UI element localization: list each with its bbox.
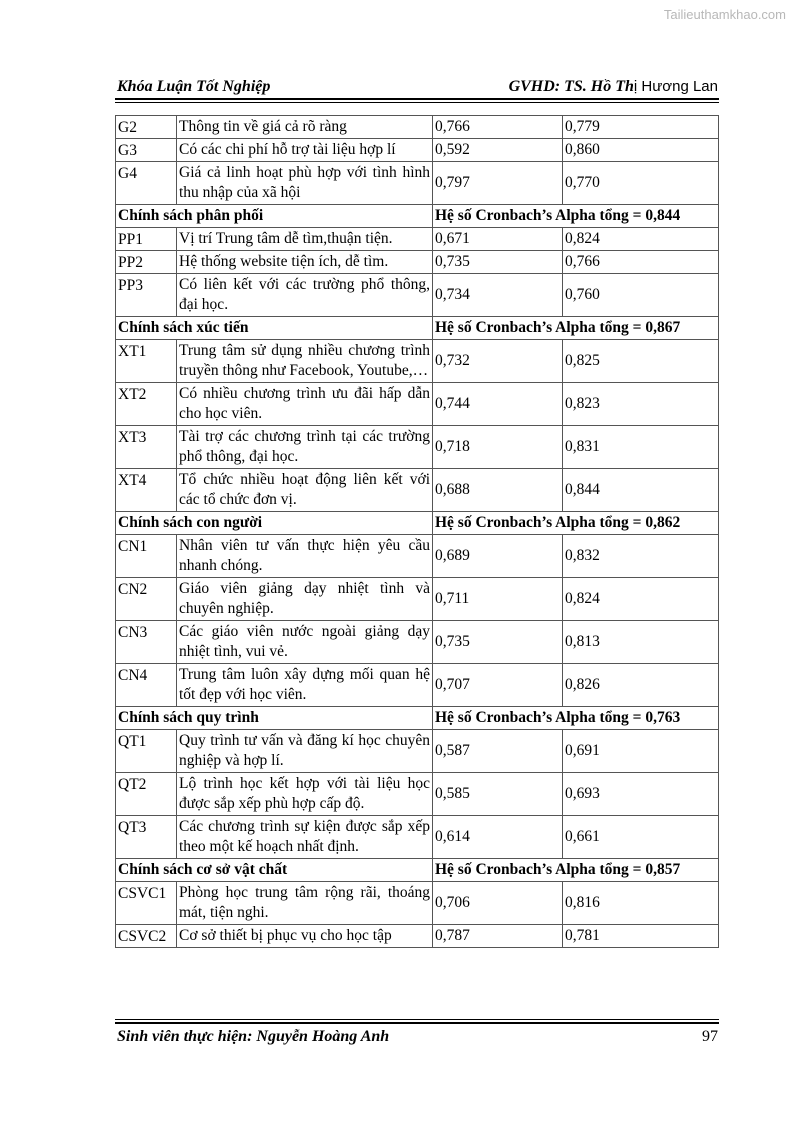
item-code: QT2 [116, 773, 177, 816]
table-row [116, 228, 719, 251]
item-value-2: 0,661 [563, 816, 719, 859]
item-description: Các giáo viên nước ngoài giảng dạy nhiệt tình, vui vẻ. [177, 621, 433, 664]
item-value-2: 0,844 [563, 469, 719, 512]
item-description: Các chương trình sự kiện được sắp xếp theo một kế hoạch nhất định. [177, 816, 433, 859]
item-code: XT3 [116, 426, 177, 469]
item-value-1: 0,671 [433, 228, 563, 251]
item-description: Quy trình tư vấn và đăng kí học chuyên nghiệp và hợp lí. [177, 730, 433, 773]
footer-rule-thin [115, 1019, 719, 1020]
item-value-2: 0,760 [563, 274, 719, 317]
item-value-2: 0,860 [563, 139, 719, 162]
item-value-1: 0,735 [433, 621, 563, 664]
item-value-1: 0,707 [433, 664, 563, 707]
section-alpha-total: Hệ số Cronbach’s Alpha tổng = 0,862 [433, 512, 719, 535]
item-code: CSVC2 [116, 925, 177, 948]
item-value-1: 0,734 [433, 274, 563, 317]
section-header-row [116, 859, 719, 882]
item-description: Có các chi phí hỗ trợ tài liệu hợp lí [177, 139, 433, 162]
item-description: Có liên kết với các trường phổ thông, đại học. [177, 274, 433, 317]
header-rule-thick [115, 98, 719, 100]
item-value-2: 0,824 [563, 228, 719, 251]
section-alpha-total: Hệ số Cronbach’s Alpha tổng = 0,763 [433, 707, 719, 730]
item-code: CN1 [116, 535, 177, 578]
table-row [116, 773, 719, 816]
item-code: CN2 [116, 578, 177, 621]
item-value-2: 0,832 [563, 535, 719, 578]
table-row [116, 383, 719, 426]
cronbach-table [115, 115, 719, 948]
item-value-1: 0,587 [433, 730, 563, 773]
item-code: G2 [116, 116, 177, 139]
item-value-2: 0,779 [563, 116, 719, 139]
table-row [116, 162, 719, 205]
item-description: Nhân viên tư vấn thực hiện yêu cầu nhanh chóng. [177, 535, 433, 578]
page-footer [117, 1028, 718, 1046]
item-description: Giá cả linh hoạt phù hợp với tình hình thu nhập của xã hội [177, 162, 433, 205]
page-number: 97 [702, 1028, 718, 1045]
table-row [116, 116, 719, 139]
section-title: Chính sách con người [116, 512, 433, 535]
section-title: Chính sách quy trình [116, 707, 433, 730]
item-description: Trung tâm sử dụng nhiều chương trình truyền thông như Facebook, Youtube,… [177, 340, 433, 383]
item-value-2: 0,823 [563, 383, 719, 426]
thesis-title: Khóa Luận Tốt Nghiệp [117, 78, 271, 95]
item-description: Phòng học trung tâm rộng rãi, thoáng mát, tiện nghi. [177, 882, 433, 925]
item-value-1: 0,688 [433, 469, 563, 512]
item-description: Cơ sở thiết bị phục vụ cho học tập [177, 925, 433, 948]
item-description: Tài trợ các chương trình tại các trường phổ thông, đại học. [177, 426, 433, 469]
item-value-2: 0,825 [563, 340, 719, 383]
footer-rule-thick [115, 1022, 719, 1024]
header-rule-thin [115, 102, 719, 103]
item-description: Giáo viên giảng dạy nhiệt tình và chuyên nghiệp. [177, 578, 433, 621]
item-code: XT2 [116, 383, 177, 426]
item-value-2: 0,826 [563, 664, 719, 707]
item-code: QT3 [116, 816, 177, 859]
item-value-2: 0,693 [563, 773, 719, 816]
item-value-1: 0,787 [433, 925, 563, 948]
table-row [116, 340, 719, 383]
supervisor-label [509, 78, 718, 96]
section-title: Chính sách phân phối [116, 205, 433, 228]
table-row [116, 469, 719, 512]
item-value-1: 0,735 [433, 251, 563, 274]
item-value-1: 0,711 [433, 578, 563, 621]
item-value-1: 0,797 [433, 162, 563, 205]
section-title: Chính sách xúc tiến [116, 317, 433, 340]
item-code: PP3 [116, 274, 177, 317]
item-code: G3 [116, 139, 177, 162]
watermark-text: Tailieuthamkhao.com [663, 7, 786, 22]
section-header-row [116, 205, 719, 228]
supervisor-bold: GVHD: TS. Hồ Th [508, 78, 634, 95]
item-code: PP2 [116, 251, 177, 274]
table-row [116, 621, 719, 664]
student-name: Sinh viên thực hiện: Nguyễn Hoàng Anh [117, 1028, 390, 1045]
section-header-row [116, 317, 719, 340]
item-code: PP1 [116, 228, 177, 251]
item-value-2: 0,813 [563, 621, 719, 664]
item-value-2: 0,770 [563, 162, 719, 205]
item-value-1: 0,614 [433, 816, 563, 859]
table-row [116, 816, 719, 859]
item-value-2: 0,831 [563, 426, 719, 469]
table-row [116, 882, 719, 925]
table-row [116, 139, 719, 162]
item-value-1: 0,689 [433, 535, 563, 578]
table-row [116, 730, 719, 773]
table-row [116, 925, 719, 948]
supervisor-plain: ị Hương Lan [633, 78, 718, 95]
table-row [116, 251, 719, 274]
item-code: CN4 [116, 664, 177, 707]
item-value-1: 0,732 [433, 340, 563, 383]
table-body [116, 116, 719, 948]
item-description: Có nhiều chương trình ưu đãi hấp dẫn cho học viên. [177, 383, 433, 426]
item-code: G4 [116, 162, 177, 205]
item-code: XT4 [116, 469, 177, 512]
item-value-2: 0,816 [563, 882, 719, 925]
item-code: QT1 [116, 730, 177, 773]
item-value-1: 0,718 [433, 426, 563, 469]
table-row [116, 535, 719, 578]
section-alpha-total: Hệ số Cronbach’s Alpha tổng = 0,867 [433, 317, 719, 340]
table-row [116, 274, 719, 317]
item-value-1: 0,585 [433, 773, 563, 816]
item-value-2: 0,766 [563, 251, 719, 274]
section-title: Chính sách cơ sở vật chất [116, 859, 433, 882]
item-description: Vị trí Trung tâm dễ tìm,thuận tiện. [177, 228, 433, 251]
section-alpha-total: Hệ số Cronbach’s Alpha tổng = 0,844 [433, 205, 719, 228]
item-value-1: 0,592 [433, 139, 563, 162]
table-row [116, 664, 719, 707]
item-value-1: 0,766 [433, 116, 563, 139]
item-code: XT1 [116, 340, 177, 383]
item-value-2: 0,691 [563, 730, 719, 773]
item-value-1: 0,744 [433, 383, 563, 426]
section-header-row [116, 707, 719, 730]
section-alpha-total: Hệ số Cronbach’s Alpha tổng = 0,857 [433, 859, 719, 882]
item-description: Lộ trình học kết hợp với tài liệu học được sắp xếp phù hợp cấp độ. [177, 773, 433, 816]
item-description: Tổ chức nhiều hoạt động liên kết với các tổ chức đơn vị. [177, 469, 433, 512]
item-description: Thông tin về giá cả rõ ràng [177, 116, 433, 139]
table-row [116, 426, 719, 469]
item-value-2: 0,781 [563, 925, 719, 948]
item-value-1: 0,706 [433, 882, 563, 925]
item-description: Trung tâm luôn xây dựng mối quan hệ tốt đẹp với học viên. [177, 664, 433, 707]
item-code: CSVC1 [116, 882, 177, 925]
item-description: Hệ thống website tiện ích, dễ tìm. [177, 251, 433, 274]
table-row [116, 578, 719, 621]
page-header [115, 76, 718, 98]
item-code: CN3 [116, 621, 177, 664]
item-value-2: 0,824 [563, 578, 719, 621]
section-header-row [116, 512, 719, 535]
